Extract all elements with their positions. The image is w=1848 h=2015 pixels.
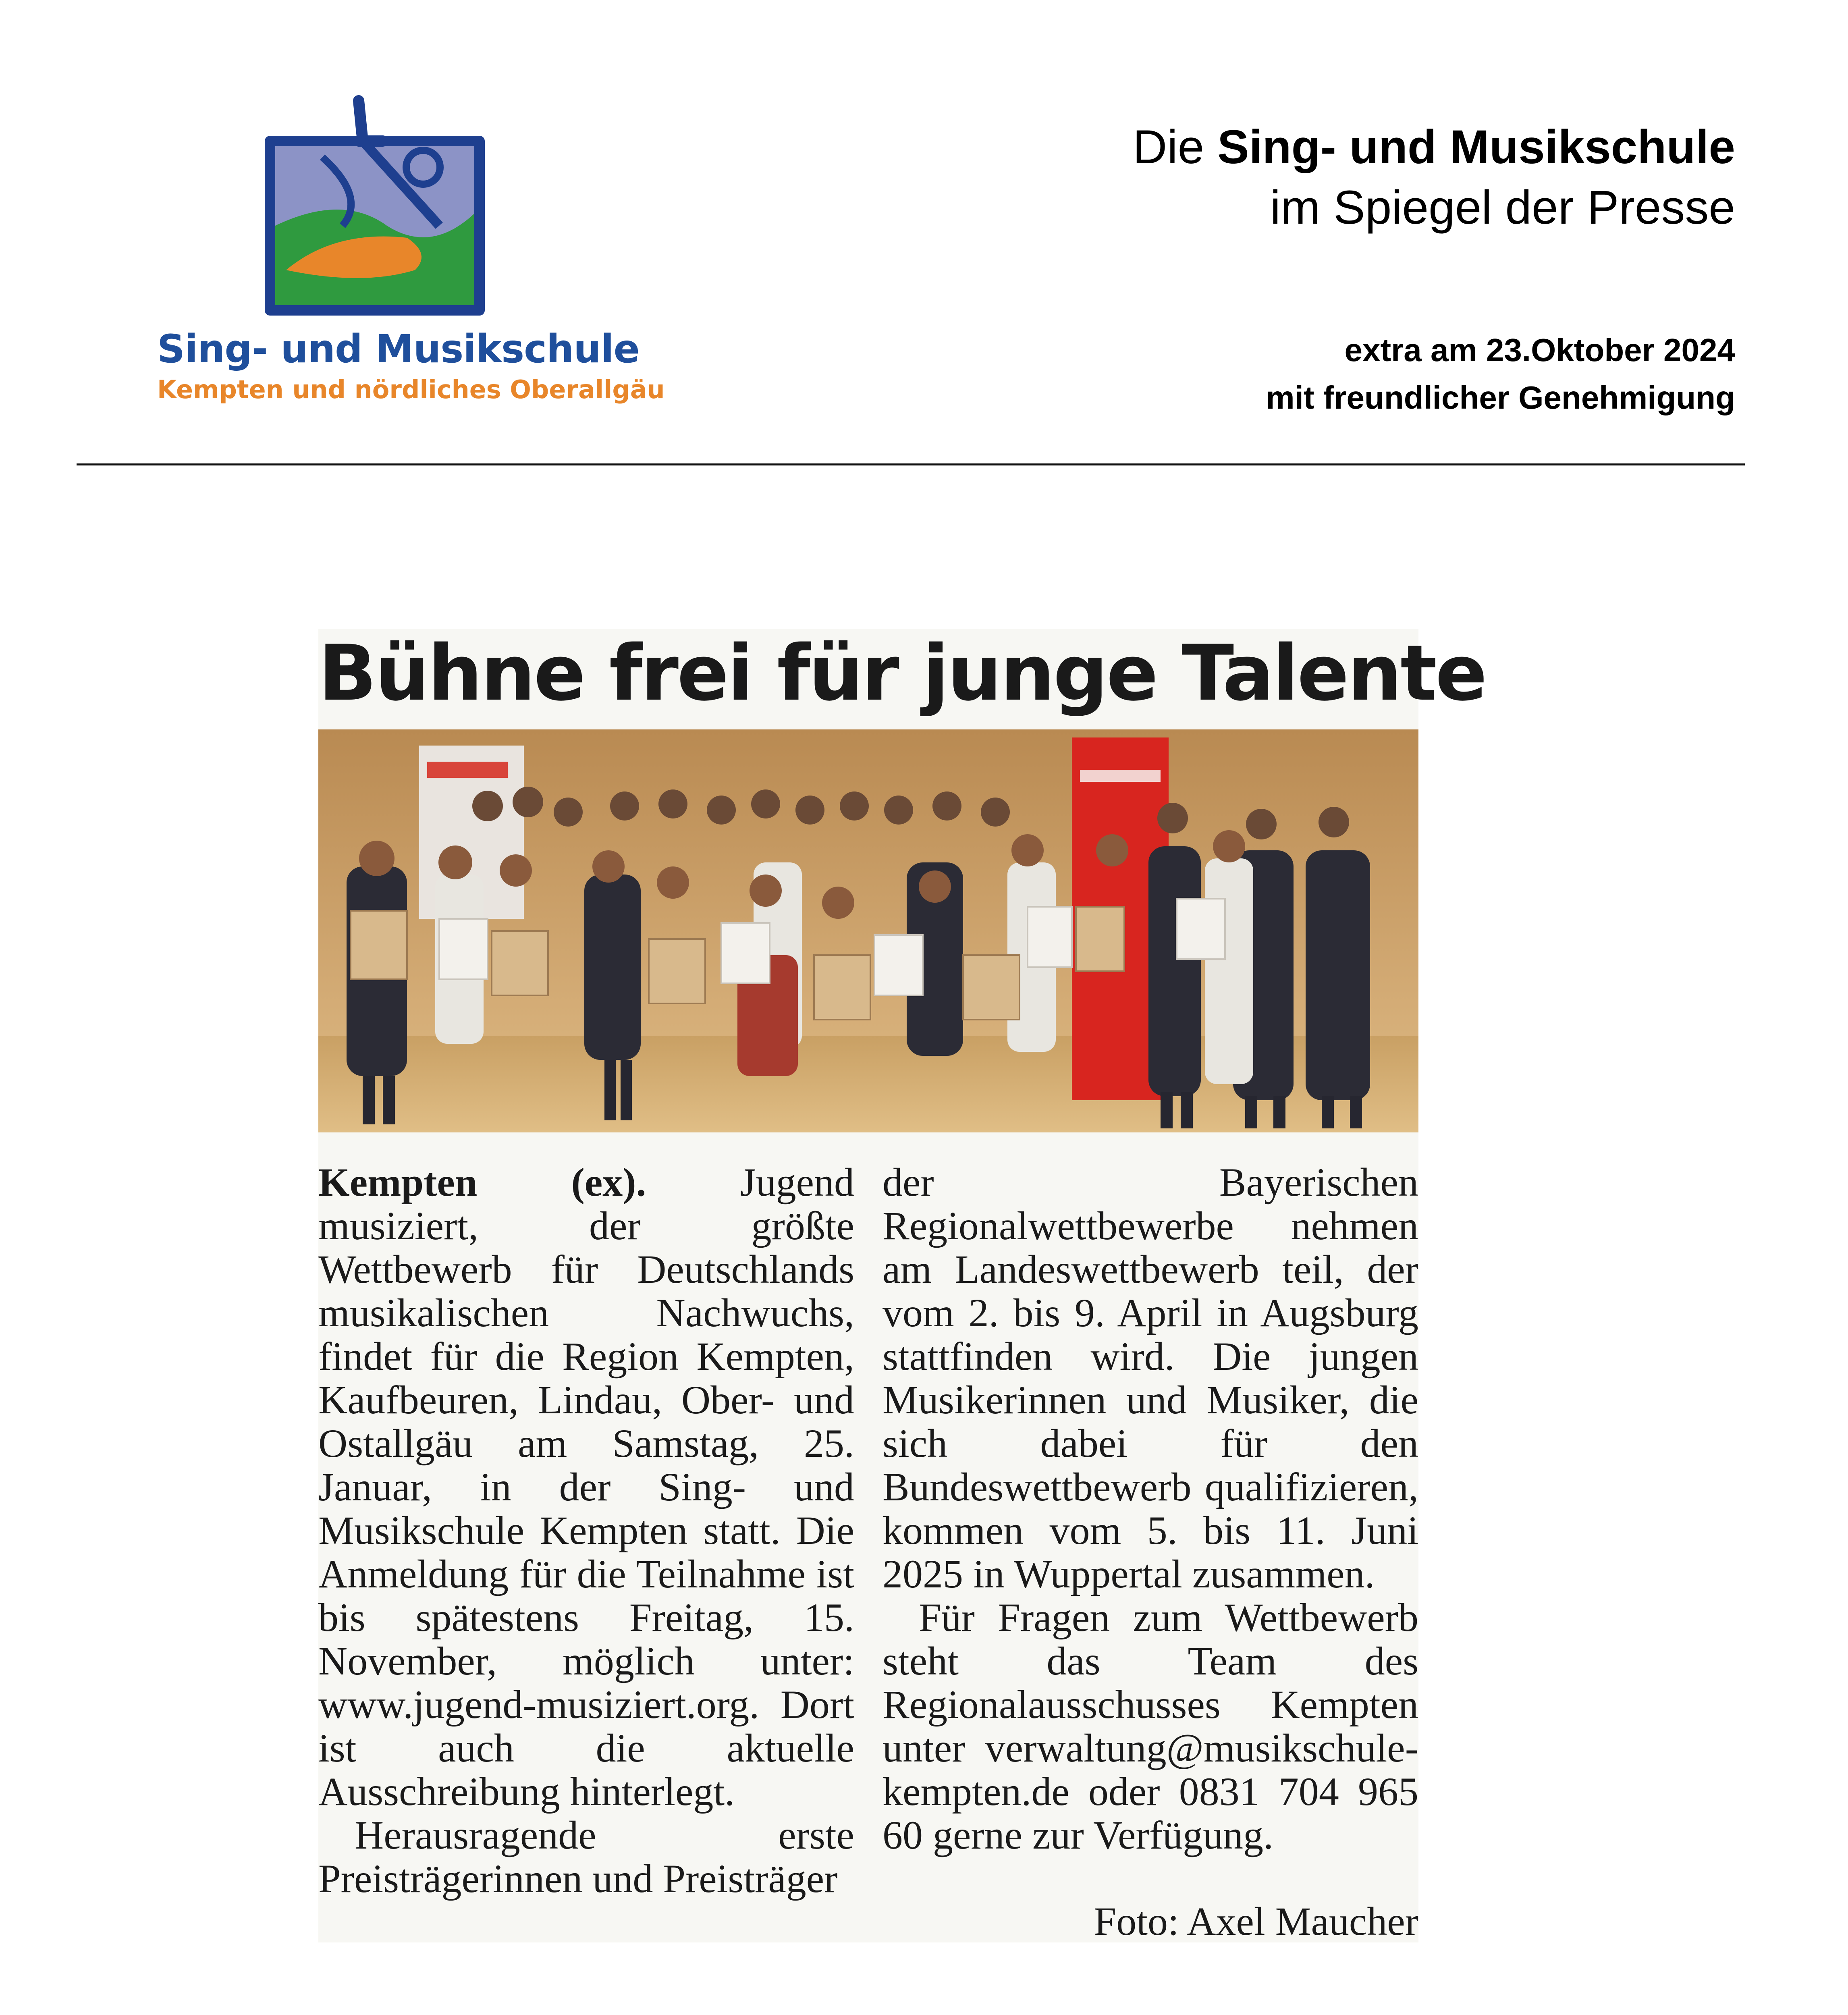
school-subtitle: Kempten und nördliches Oberallgäu — [157, 375, 665, 404]
title-line-1 — [1133, 117, 1735, 177]
header-divider — [77, 463, 1745, 465]
permission-line: mit freundlicher Genehmigung — [1266, 380, 1735, 415]
page-title — [1133, 117, 1735, 238]
article-paragraph: Herausragende erste Preisträgerinnen und Preisträger — [318, 1813, 854, 1901]
article-text: Jugend musiziert, der größte Wettbewerb für Deutschlands musikalischen Nachwuchs, findet für die Region Kempten, Kaufbeuren, Lindau, Ober- und Ostallgäu am Samstag, 25. Januar, in der Sing- und Musikschule Kempten statt. Die Anmeldung für die Teilnahme ist bis spätestens Freitag, 15. November, möglich unter: www.jugend-musiziert.org. Dort ist auch die aktuelle Ausschreibung hinterlegt. — [318, 1160, 854, 1814]
title-prefix: Die — [1133, 120, 1204, 174]
music-school-emblem-icon — [262, 93, 504, 318]
article-kicker: Kempten (ex). — [318, 1160, 646, 1205]
photo-credit: Foto: Axel Maucher — [1094, 1899, 1418, 1944]
source-info — [1266, 326, 1735, 422]
source-line: extra am 23.Oktober 2024 — [1344, 332, 1735, 368]
school-name: Sing- und Musikschule — [157, 326, 640, 372]
article-paragraph: Für Fragen zum Wettbewerb steht das Team des Regionalausschusses Kempten unter verwaltung@musikschule-kempten.de oder 0831 704 965 60 gerne zur Verfügung. — [882, 1595, 1418, 1857]
article-column-left — [318, 1161, 854, 1901]
article-paragraph: der Bayerischen Regionalwettbewerbe nehmen am Landeswettbewerb teil, der vom 2. bis 9. April in Augsburg stattfinden wird. Die jungen Musikerinnen und Musiker, die sich dabei für den Bundeswettbewerb qualifizieren, kommen vom 5. bis 11. Juni 2025 in Wuppertal zusammen. — [882, 1160, 1418, 1596]
newspaper-clipping — [318, 629, 1486, 1944]
school-logo — [141, 93, 665, 415]
group-photo-image — [318, 729, 1418, 1132]
article-headline: Bühne frei für junge Talente — [318, 629, 1486, 718]
article-column-right — [882, 1161, 1418, 1857]
title-bold: Sing- und Musikschule — [1217, 120, 1735, 174]
article-paragraph — [318, 1161, 854, 1814]
title-line-2: im Spiegel der Presse — [1270, 181, 1735, 234]
